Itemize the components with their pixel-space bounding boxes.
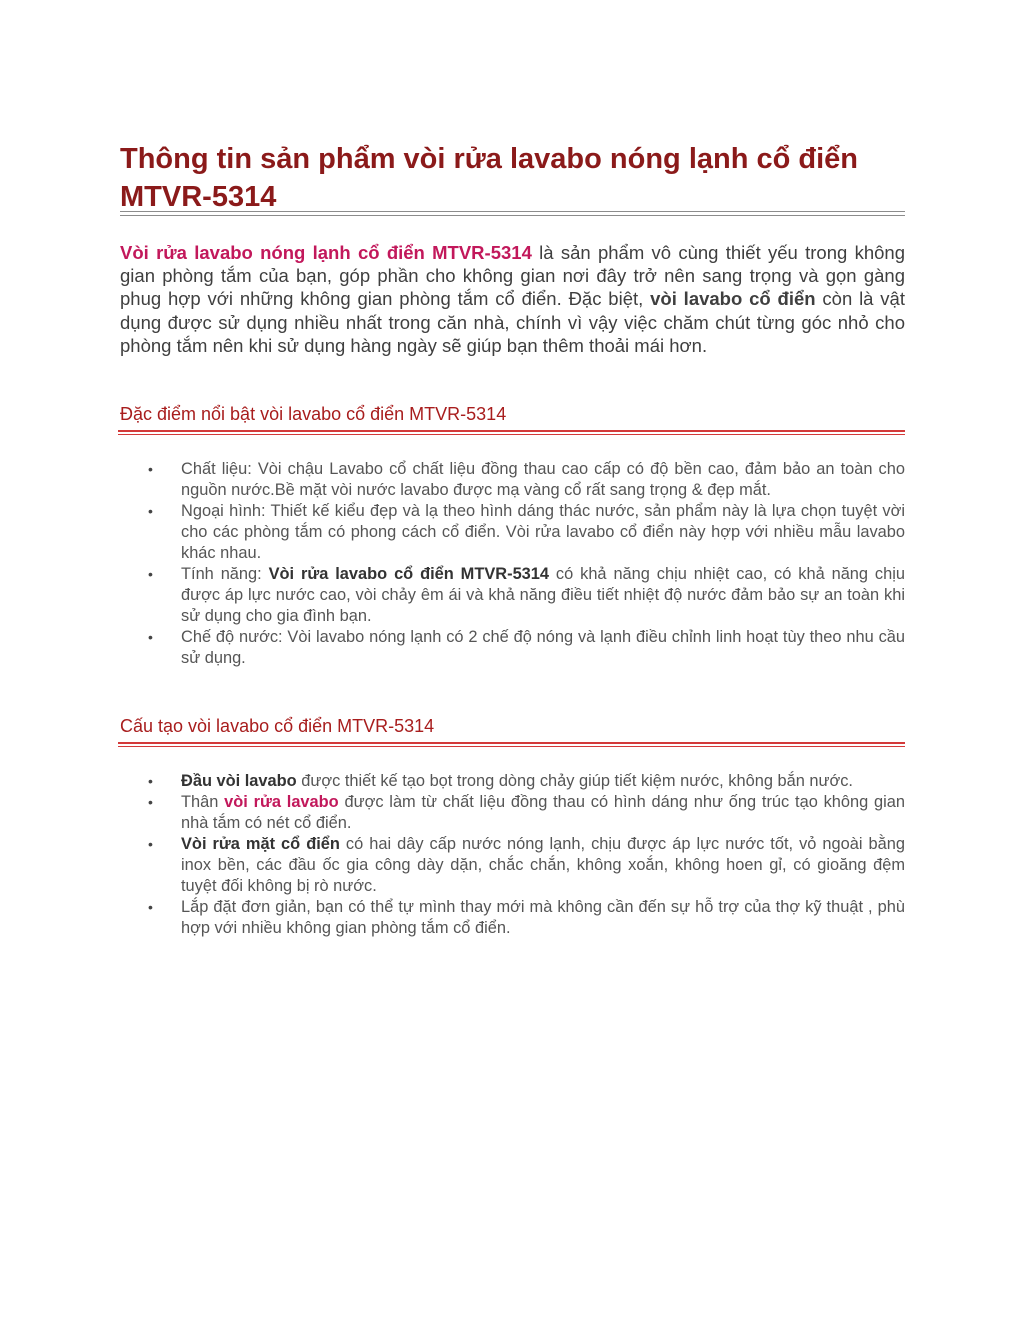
bullet-icon: •: [148, 899, 153, 915]
page-title: Thông tin sản phẩm vòi rửa lavabo nóng lạnh cổ điển MTVR-5314: [120, 143, 858, 213]
list-item-text: Lắp đặt đơn giản, bạn có thể tự mình thay mới mà không cần đến sự hỗ trợ của thợ kỹ thuật , phù hợp với nhiều không gian phòng tắm cổ điển.: [181, 898, 905, 937]
list-item: [120, 564, 905, 627]
list-item-text: được làm từ chất liệu đồng thau có hình dáng như ống trúc tạo không gian nhà tắm có nét cổ điển.: [181, 793, 906, 832]
title-divider: [120, 211, 905, 216]
list-item-text: có hai dây cấp nước nóng lạnh, chịu được áp lực nước tốt, vỏ ngoài bằng inox bền, các đầu ốc gia công dày dặn, chắc chắn, không xoắn, không hoen gỉ, có gioăng đệm tuyệt đối không bị rò nước.: [181, 835, 906, 895]
bullet-icon: •: [148, 836, 153, 852]
list-item-text: Chất liệu: Vòi chậu Lavabo cổ chất liệu đồng thau cao cấp có độ bền cao, đảm bảo an toàn cho nguồn nước.Bề mặt vòi nước lavabo được mạ vàng cổ rất sang trọng & đẹp mắt.: [181, 460, 905, 499]
list-item: [120, 897, 905, 939]
list-item-link-text: vòi rửa lavabo: [224, 793, 339, 811]
intro-highlight: Vòi rửa lavabo nóng lạnh cổ điển MTVR-5314: [120, 242, 532, 263]
list-item-text: Tính năng:: [181, 565, 269, 583]
features-list: [120, 459, 905, 669]
list-item: [120, 627, 905, 669]
section-divider-structure: [118, 742, 905, 747]
intro-paragraph: [120, 241, 905, 357]
bullet-icon: •: [148, 773, 153, 789]
list-item: [120, 501, 905, 564]
bullet-icon: •: [148, 629, 153, 645]
list-item: [120, 771, 905, 792]
list-item-bold: Vòi rửa lavabo cổ điển MTVR-5314: [268, 565, 550, 583]
bullet-icon: •: [148, 503, 153, 519]
section-divider-features: [118, 430, 905, 435]
bullet-icon: •: [148, 461, 153, 477]
list-item: [120, 834, 905, 897]
structure-list: [120, 771, 905, 939]
list-item-bold: Vòi rửa mặt cổ điển: [181, 835, 340, 853]
intro-text-2: còn là vật dụng được sử dụng nhiều nhất trong căn nhà, chính vì vậy việc chăm chút từng góc nhỏ cho phòng tắm nên khi sử dụng hàng ngày sẽ giúp bạn thêm thoải mái hơn.: [120, 288, 905, 356]
intro-text-1: là sản phẩm vô cùng thiết yếu trong không gian phòng tắm của bạn, góp phần cho không gian nơi đây trở nên sang trọng và gọn gàng phug hợp với những không gian phòng tắm cổ điển. Đặc biệt,: [120, 242, 905, 310]
section-heading-structure: Cấu tạo vòi lavabo cổ điển MTVR-5314: [120, 716, 435, 736]
list-item-text: Chế độ nước: Vòi lavabo nóng lạnh có 2 chế độ nóng và lạnh điều chỉnh linh hoạt tùy theo nhu cầu sử dụng.: [181, 628, 905, 667]
list-item-text: Ngoại hình: Thiết kế kiểu đẹp và lạ theo hình dáng thác nước, sản phẩm này là lựa chọn tuyệt vời cho các phòng tắm có phong cách cổ điển. Vòi rửa lavabo cổ điển này hợp với nhiều mẫu lavabo khác nhau.: [181, 502, 905, 562]
bullet-icon: •: [148, 794, 153, 810]
list-item-bold: Đầu vòi lavabo: [181, 772, 297, 790]
intro-bold: vòi lavabo cổ điển: [650, 288, 816, 310]
list-item: [120, 792, 905, 834]
list-item-text: được thiết kế tạo bọt trong dòng chảy giúp tiết kiệm nước, không bắn nước.: [296, 772, 853, 790]
list-item-text: Thân: [181, 793, 225, 811]
list-item-text: có khả năng chịu nhiệt cao, có khả năng chịu được áp lực nước cao, vòi chảy êm ái và khả năng điều tiết nhiệt độ nước đảm bảo sự an toàn khi sử dụng cho gia đình bạn.: [181, 565, 906, 625]
bullet-icon: •: [148, 566, 153, 582]
list-item: [120, 459, 905, 501]
section-heading-features: Đặc điểm nổi bật vòi lavabo cổ điển MTVR-5314: [120, 404, 507, 424]
